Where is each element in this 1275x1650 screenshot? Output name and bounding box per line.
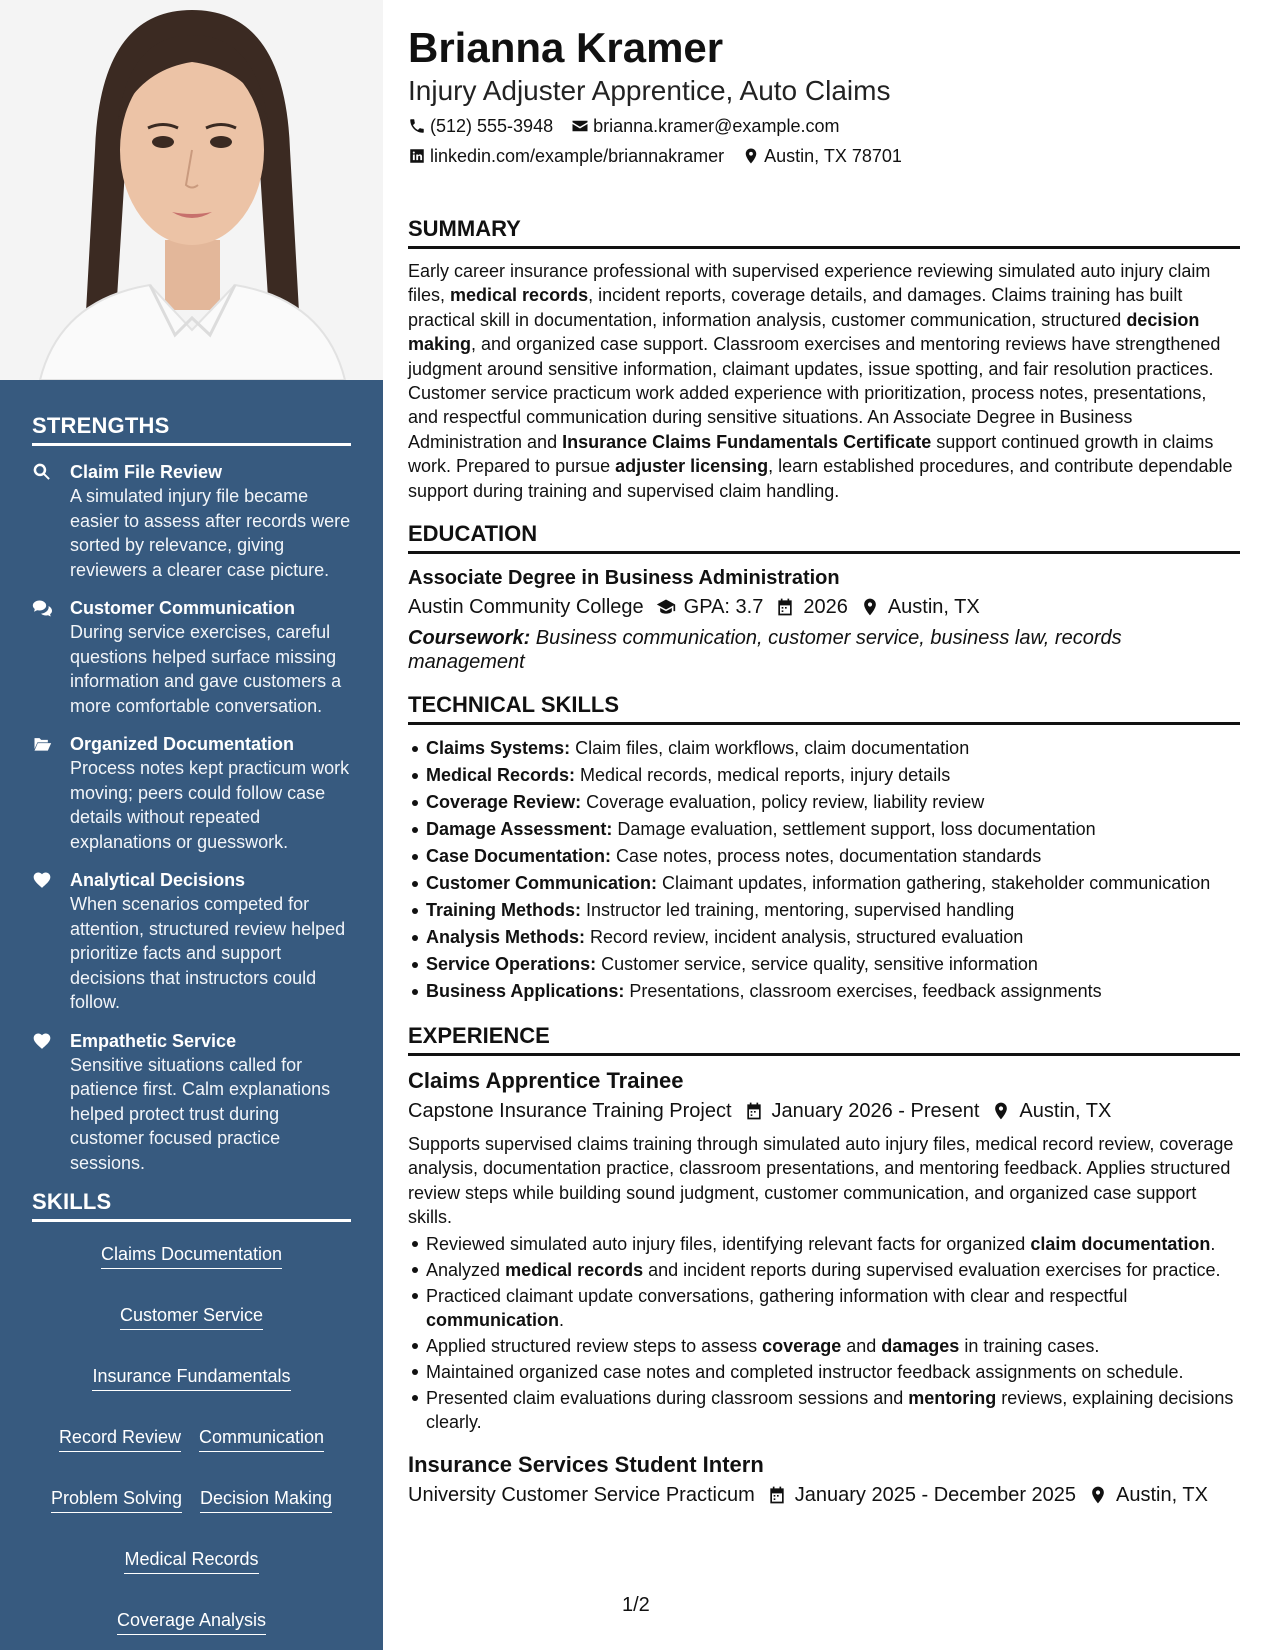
- strength-description: When scenarios competed for attention, structured review helped prioritize facts and support decisions that instructors could follow.: [70, 894, 346, 1012]
- graduation-year: 2026: [803, 596, 848, 619]
- job-meta: [408, 1096, 1240, 1126]
- location-text: Austin, TX 78701: [764, 146, 902, 166]
- strengths-heading: STRENGTHS: [32, 413, 351, 446]
- list-item: Case Documentation: Case notes, process notes, documentation standards: [408, 843, 1240, 870]
- school-name: Austin Community College: [408, 596, 644, 619]
- list-item: Analyzed medical records and incident reports during supervised evaluation exercises for practice.: [408, 1258, 1240, 1282]
- list-item: Damage Assessment: Damage evaluation, settlement support, loss documentation: [408, 816, 1240, 843]
- job-location: Austin, TX: [1116, 1483, 1208, 1506]
- job-dates: January 2025 - December 2025: [794, 1483, 1077, 1506]
- skill-tag: Claims Documentation: [101, 1242, 282, 1269]
- strength-item: [32, 460, 351, 582]
- education-section: [408, 521, 1240, 674]
- linkedin-icon: [408, 147, 426, 165]
- skill-tag: Decision Making: [200, 1486, 332, 1513]
- page-number: 1/2: [622, 1594, 650, 1616]
- map-marker-icon: [991, 1101, 1011, 1121]
- phone-text: (512) 555-3948: [430, 116, 554, 136]
- email-contact[interactable]: [571, 114, 839, 138]
- linkedin-contact[interactable]: [408, 144, 724, 168]
- gpa: GPA: 3.7: [683, 596, 764, 619]
- skill-tag: Customer Service: [120, 1303, 263, 1330]
- job-title: Insurance Services Student Intern: [408, 1451, 764, 1477]
- list-item: Service Operations: Customer service, service quality, sensitive information: [408, 951, 1240, 978]
- skill-tag: Record Review: [59, 1425, 181, 1452]
- skill-tag: Medical Records: [124, 1547, 258, 1574]
- summary-text: Early career insurance professional with supervised experience reviewing simulated auto injury claim files, medical records, incident reports, coverage details, and damages. Claims training has built practical skill in documentation, information analysis, customer communication, structured decision making, and organized case support. Classroom exercises and mentoring reviews have strengthened judgment around sensitive information, claimant updates, issue spotting, and fair resolution practices. Customer service practicum work added experience with prioritization, process notes, presentations, and respectful communication during sensitive situations. An Associate Degree in Business Administration and Insurance Claims Fundamentals Certificate support continued growth in claims work. Prepared to pursue adjuster licensing, learn established procedures, and contribute dependable support during training and supervised claim handling.: [408, 261, 1233, 501]
- list-item: Analysis Methods: Record review, incident analysis, structured evaluation: [408, 924, 1240, 951]
- strength-title: Customer Communication: [70, 598, 296, 618]
- list-item: Business Applications: Presentations, classroom exercises, feedback assignments: [408, 978, 1240, 1005]
- technical-skills-heading: TECHNICAL SKILLS: [408, 692, 1240, 725]
- job-description: Supports supervised claims training through simulated auto injury files, medical record review, coverage analysis, documentation practice, classroom presentations, and mentoring feedback. Applies structured review steps while building sound judgment, customer communication, and organized case support skills.: [408, 1134, 1234, 1228]
- experience-section: [408, 1023, 1240, 1510]
- candidate-name: Brianna Kramer: [408, 24, 724, 71]
- job-entry: [408, 1450, 1240, 1510]
- map-marker-icon: [742, 147, 760, 165]
- list-item: Customer Communication: Claimant updates, information gathering, stakeholder communication: [408, 870, 1240, 897]
- calendar-icon: [744, 1101, 764, 1121]
- list-item: Claims Systems: Claim files, claim workflows, claim documentation: [408, 735, 1240, 762]
- strength-description: During service exercises, careful questions helped surface missing information and gave customers a more comfortable conversation.: [70, 622, 342, 716]
- folder-open-icon: [32, 732, 70, 854]
- strength-description: Sensitive situations called for patience first. Calm explanations helped protect trust during customer focused practice sessions.: [70, 1054, 331, 1173]
- strength-title: Empathetic Service: [70, 1030, 237, 1051]
- heart-icon: [32, 868, 70, 1015]
- phone-icon: [408, 117, 426, 135]
- job-title: Claims Apprentice Trainee: [408, 1068, 684, 1094]
- strength-title: Organized Documentation: [70, 734, 295, 754]
- strength-description: Process notes kept practicum work moving; peers could follow case details without repeated explanations or guesswork.: [70, 758, 350, 852]
- job-location: Austin, TX: [1019, 1100, 1112, 1123]
- comments-icon: [32, 596, 70, 718]
- heart-icon: [32, 1029, 70, 1176]
- job-organization: University Customer Service Practicum: [408, 1483, 755, 1506]
- job-meta: [408, 1480, 1240, 1510]
- list-item: Coverage Review: Coverage evaluation, policy review, liability review: [408, 789, 1240, 816]
- summary-heading: SUMMARY: [408, 216, 1240, 249]
- education-heading: EDUCATION: [408, 521, 1240, 554]
- profile-photo-illustration: [0, 0, 383, 380]
- linkedin-text: linkedin.com/example/briannakramer: [430, 146, 725, 166]
- contact-row: [408, 114, 1240, 138]
- search-icon: [32, 460, 70, 582]
- strength-item: [32, 596, 351, 718]
- job-entry: [408, 1066, 1240, 1434]
- calendar-icon: [775, 597, 795, 617]
- graduation-cap-icon: [656, 597, 676, 617]
- calendar-icon: [767, 1485, 787, 1505]
- contact-row: [408, 144, 1240, 168]
- sidebar-content: [32, 413, 351, 1635]
- school-location: Austin, TX: [887, 596, 980, 619]
- job-dates: January 2026 - Present: [771, 1100, 980, 1123]
- skill-tag: Communication: [199, 1425, 324, 1452]
- education-meta: [408, 592, 1240, 622]
- strength-item: [32, 868, 351, 1015]
- list-item: Maintained organized case notes and completed instructor feedback assignments on schedule.: [408, 1360, 1240, 1384]
- technical-skills-section: [408, 692, 1240, 1005]
- main-content: [408, 22, 1240, 1510]
- list-item: Applied structured review steps to assess coverage and damages in training cases.: [408, 1334, 1240, 1358]
- skill-tag: Coverage Analysis: [117, 1608, 266, 1635]
- candidate-title: Injury Adjuster Apprentice, Auto Claims: [408, 75, 891, 106]
- location-contact: [742, 144, 902, 168]
- skill-tag: Problem Solving: [51, 1486, 182, 1513]
- skill-tag: Insurance Fundamentals: [92, 1364, 290, 1391]
- map-marker-icon: [1088, 1485, 1108, 1505]
- map-marker-icon: [860, 597, 880, 617]
- list-item: Medical Records: Medical records, medical reports, injury details: [408, 762, 1240, 789]
- skill-tags: [32, 1242, 351, 1635]
- profile-photo: [0, 0, 383, 380]
- sidebar: [0, 0, 383, 1650]
- email-text: brianna.kramer@example.com: [593, 116, 840, 136]
- list-item: Reviewed simulated auto injury files, identifying relevant facts for organized claim documentation.: [408, 1232, 1240, 1256]
- list-item: Presented claim evaluations during classroom sessions and mentoring reviews, explaining decisions clearly.: [408, 1386, 1240, 1434]
- summary-section: [408, 216, 1240, 503]
- job-bullets: [408, 1232, 1240, 1434]
- list-item: Practiced claimant update conversations, gathering information with clear and respectful communication.: [408, 1284, 1240, 1332]
- list-item: Training Methods: Instructor led training, mentoring, supervised handling: [408, 897, 1240, 924]
- strength-item: [32, 732, 351, 854]
- strength-description: A simulated injury file became easier to assess after records were sorted by relevance, giving reviewers a clearer case picture.: [70, 486, 351, 580]
- technical-skills-list: [408, 735, 1240, 1005]
- coursework: Coursework: Business communication, customer service, business law, records management: [408, 627, 1122, 674]
- strength-title: Claim File Review: [70, 462, 223, 482]
- job-organization: Capstone Insurance Training Project: [408, 1100, 732, 1123]
- degree: Associate Degree in Business Administration: [408, 567, 840, 590]
- phone-contact[interactable]: [408, 114, 553, 138]
- envelope-icon: [571, 117, 589, 135]
- strength-item: [32, 1029, 351, 1176]
- skills-heading: SKILLS: [32, 1189, 351, 1222]
- strength-title: Analytical Decisions: [70, 870, 246, 890]
- experience-heading: EXPERIENCE: [408, 1023, 1240, 1056]
